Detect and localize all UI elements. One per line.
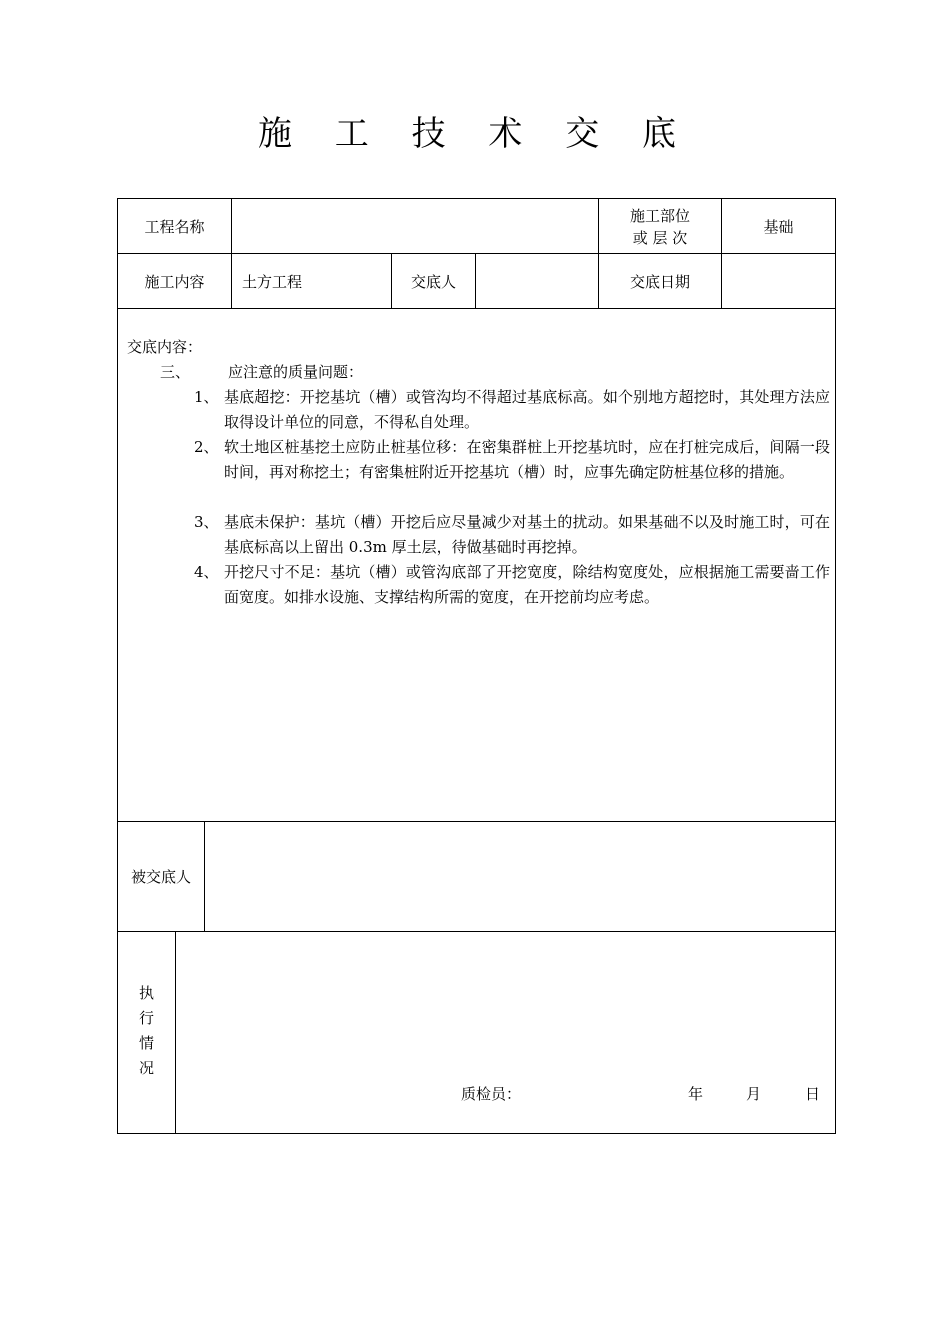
location-value[interactable]: 基础 (763, 217, 794, 236)
day-label: 日 (805, 1085, 821, 1103)
month-label: 月 (746, 1085, 762, 1103)
section-number: 三、 (160, 363, 191, 381)
item-text: 开挖尺寸不足：基坑（槽）或管沟底部了开挖宽度，除结构宽度处，应根据施工需要啬工作面宽度。如排水设施、支撑结构所需的宽度，在开挖前均应考虑。 (224, 563, 830, 606)
execution-label-char: 执 (138, 984, 154, 1002)
date-value[interactable] (722, 254, 835, 309)
location-label-line1: 施工部位 (629, 206, 690, 225)
recipient-value[interactable] (205, 822, 835, 931)
location-label (599, 199, 721, 254)
content-value[interactable]: 土方工程 (242, 272, 303, 291)
item-number: 1、 (194, 388, 219, 406)
discloser-value[interactable] (476, 254, 598, 309)
item-text: 基底超挖：开挖基坑（槽）或管沟均不得超过基底标高。如个别地方超挖时，其处理方法应取得设计单位的同意，不得私自处理。 (224, 388, 830, 431)
page-title: 施 工 技 术 交 底 (257, 114, 693, 154)
content-label: 施工内容 (144, 272, 205, 291)
execution-label-char: 情 (138, 1034, 154, 1052)
location-label-line2: 或 层 次 (632, 228, 688, 247)
recipient-section (117, 821, 836, 932)
project-name-label: 工程名称 (144, 217, 205, 236)
year-label: 年 (688, 1085, 704, 1103)
item-number: 2、 (194, 438, 219, 456)
execution-label-char: 况 (138, 1059, 154, 1077)
execution-label (118, 981, 175, 1081)
item-text: 基底未保护：基坑（槽）开挖后应尽量减少对基土的扰动。如果基础不以及时施工时，可在基底标高以上留出 0.3m 厚土层，待做基础时再挖掉。 (224, 513, 830, 556)
section-title: 应注意的质量问题： (228, 363, 364, 381)
execution-section (117, 931, 836, 1134)
disclosure-section (117, 308, 836, 822)
execution-label-char: 行 (138, 1009, 154, 1027)
disclosure-label: 交底内容： (127, 338, 203, 356)
discloser-label: 交底人 (410, 272, 456, 291)
project-name-value[interactable] (232, 199, 598, 254)
header-table (117, 198, 836, 309)
date-label: 交底日期 (629, 272, 690, 291)
item-number: 4、 (194, 563, 219, 581)
recipient-label: 被交底人 (130, 867, 191, 886)
item-number: 3、 (194, 513, 219, 531)
inspector-label: 质检员： (461, 1085, 522, 1103)
item-text: 软土地区桩基挖土应防止桩基位移：在密集群桩上开挖基坑时，应在打桩完成后，间隔一段时间，再对称挖土；有密集桩附近开挖基坑（槽）时，应事先确定防桩基位移的措施。 (224, 438, 830, 481)
